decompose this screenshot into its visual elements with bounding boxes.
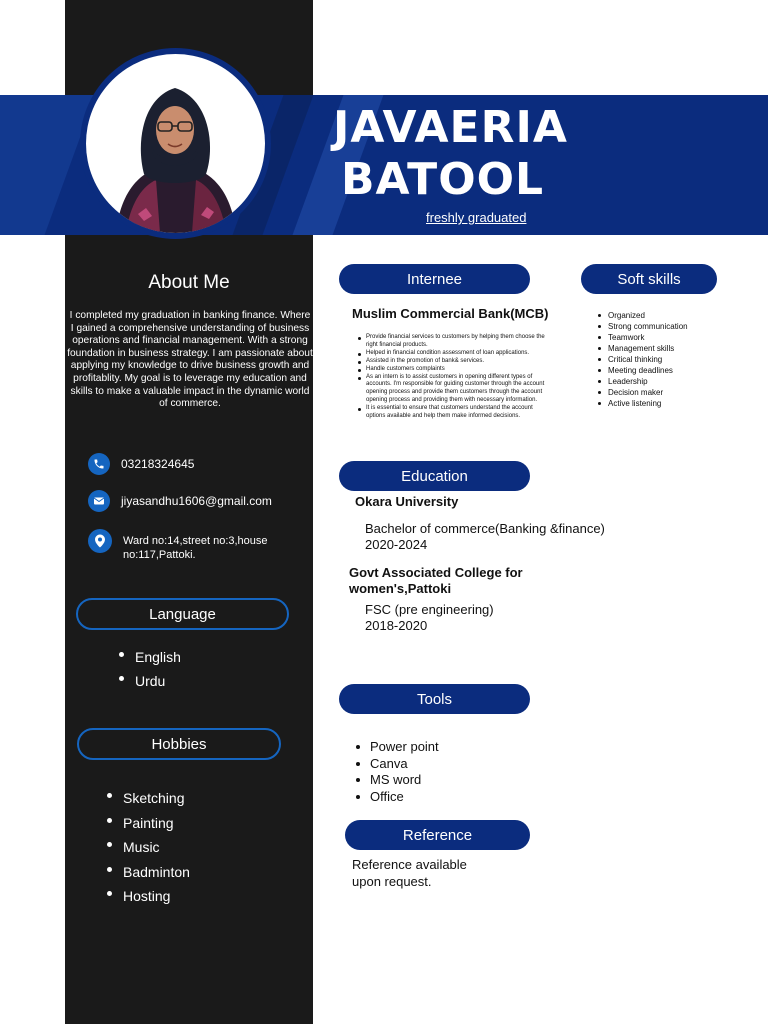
candidate-name: [333, 102, 753, 206]
list-item: Critical thinking: [596, 354, 688, 365]
school-name: Govt Associated College for women's,Pattoki: [349, 565, 523, 596]
tools-heading: Tools: [339, 684, 530, 714]
degree-years: 2018-2020: [365, 618, 428, 633]
list-item: Assisted in the promotion of bank& services.: [356, 358, 548, 366]
list-item: Power point: [354, 739, 439, 756]
list-item: Handle customers complaints: [356, 366, 548, 374]
list-item: English: [117, 645, 181, 669]
contact-phone: [88, 453, 194, 475]
email-icon: [88, 490, 110, 512]
email-address[interactable]: jiyasandhu1606@gmail.com: [121, 494, 272, 508]
language-list: [117, 645, 181, 693]
profile-photo: [86, 54, 265, 233]
school-name: Okara University: [355, 494, 459, 509]
list-item: Hosting: [105, 884, 190, 909]
phone-icon: [88, 453, 110, 475]
reference-heading: Reference: [345, 820, 530, 850]
contact-email: [88, 490, 272, 512]
list-item: Active listening: [596, 398, 688, 409]
list-item: Strong communication: [596, 321, 688, 332]
address-text: Ward no:14,street no:3,house no:117,Pattoki.: [123, 535, 268, 561]
degree-years: 2020-2024: [365, 537, 428, 552]
degree: Bachelor of commerce(Banking &finance): [365, 521, 605, 536]
list-item: Sketching: [105, 786, 190, 811]
degree: FSC (pre engineering): [365, 602, 494, 617]
list-item: Music: [105, 835, 190, 860]
subtitle-link[interactable]: freshly graduated: [426, 210, 527, 225]
internship-duties: [356, 334, 548, 421]
list-item: Provide financial services to customers by helping them choose the right financial products.: [356, 334, 548, 350]
list-item: Painting: [105, 811, 190, 836]
list-item: Organized: [596, 310, 688, 321]
list-item: MS word: [354, 772, 439, 789]
soft-skills-list: [596, 310, 688, 409]
about-heading: About Me: [148, 272, 230, 293]
list-item: Badminton: [105, 860, 190, 885]
name-last: BATOOL: [341, 154, 545, 205]
education-heading: Education: [339, 461, 530, 491]
list-item: Canva: [354, 756, 439, 773]
list-item: Helped in financial condition assessment of loan applications.: [356, 350, 548, 358]
hobbies-list: [105, 786, 190, 909]
list-item: Decision maker: [596, 387, 688, 398]
hobbies-heading: Hobbies: [77, 728, 281, 760]
location-pin-icon: [88, 529, 112, 553]
company-name: Muslim Commercial Bank(MCB): [352, 306, 549, 321]
list-item: As an intern is to assist customers in opening different types of accounts. I'm responsible for guiding customer through the account opening process and provide them customers through the account opening process and providing them with necessary information.: [356, 374, 548, 406]
list-item: Teamwork: [596, 332, 688, 343]
about-text: I completed my graduation in banking finance. Where I gained a comprehensive understanding of business operations and financial management. With a strong foundation in business strategy. I am passionate about applying my knowledge to drive business growth and profitablity. My goal is to leverage my education and skills to make a valuable impact in the dynamic world of commerce.: [67, 310, 313, 410]
soft-skills-heading: Soft skills: [581, 264, 717, 294]
list-item: It is essential to ensure that customers understand the account options available and help them make informed decisions.: [356, 405, 548, 421]
list-item: Leadership: [596, 376, 688, 387]
contact-address: [88, 529, 293, 562]
list-item: Meeting deadlines: [596, 365, 688, 376]
list-item: Urdu: [117, 669, 181, 693]
list-item: Management skills: [596, 343, 688, 354]
internee-heading: Internee: [339, 264, 530, 294]
tools-list: [354, 739, 439, 805]
reference-text: Reference available upon request.: [352, 857, 467, 889]
name-first: JAVAERIA: [333, 102, 568, 153]
phone-number[interactable]: 03218324645: [121, 457, 195, 471]
language-heading: Language: [76, 598, 289, 630]
list-item: Office: [354, 789, 439, 806]
